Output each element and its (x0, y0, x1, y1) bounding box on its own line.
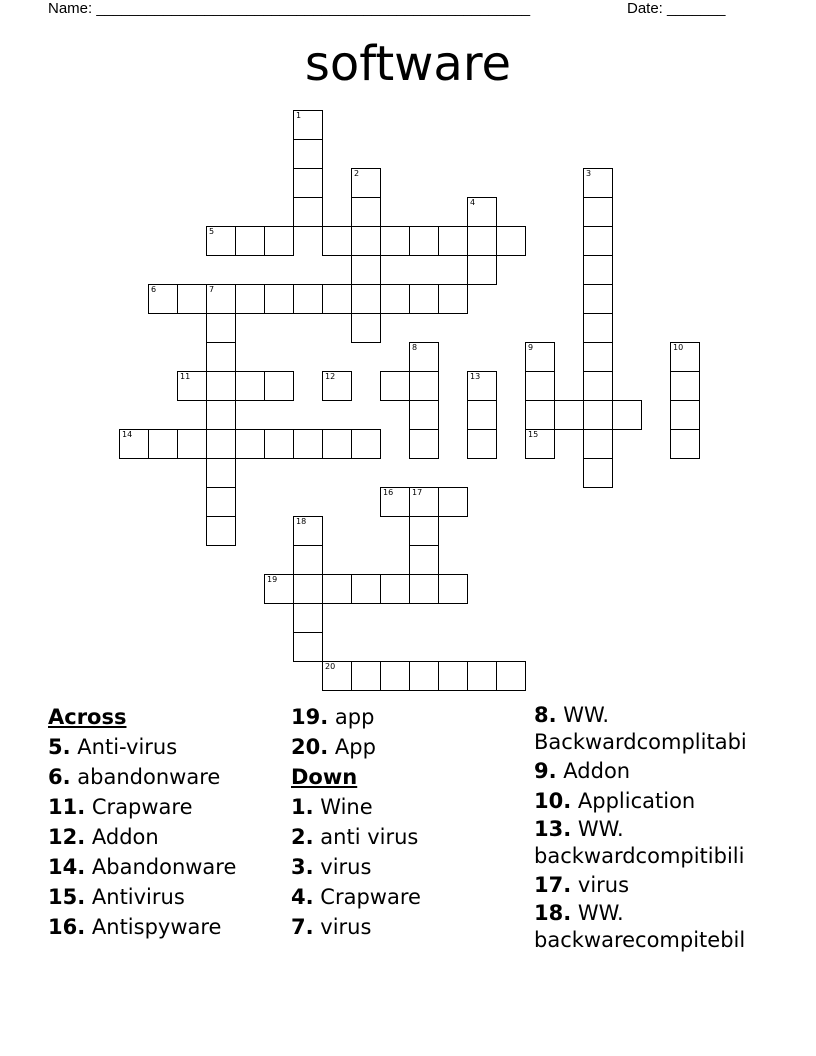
clue-number: 17. (534, 873, 572, 897)
grid-cell[interactable] (119, 429, 149, 459)
grid-cell[interactable] (467, 226, 497, 256)
clues-column-2 (291, 702, 531, 942)
grid-cell[interactable] (293, 603, 323, 633)
clue-number-label: 2 (354, 169, 360, 178)
clue-across-11 (48, 792, 288, 822)
clue-down-2 (291, 822, 531, 852)
clue-text: Antispyware (91, 915, 222, 939)
clue-number-label: 7 (209, 285, 215, 294)
grid-cell[interactable] (380, 574, 410, 604)
grid-cell[interactable] (148, 284, 178, 314)
date-field-label: Date: _______ (627, 0, 726, 17)
grid-cell[interactable] (351, 255, 381, 285)
grid-cell[interactable] (322, 574, 352, 604)
grid-cell[interactable] (351, 197, 381, 227)
grid-cell[interactable] (293, 574, 323, 604)
grid-cell[interactable] (409, 342, 439, 372)
clue-number-label: 12 (325, 372, 336, 381)
across-heading: Across (48, 705, 127, 729)
grid-cell[interactable] (322, 429, 352, 459)
clue-number-label: 18 (296, 517, 307, 526)
grid-cell[interactable] (264, 226, 294, 256)
clue-number: 3. (291, 855, 314, 879)
grid-cell[interactable] (438, 574, 468, 604)
clue-number-label: 17 (412, 488, 423, 497)
grid-cell[interactable] (583, 168, 613, 198)
grid-cell[interactable] (380, 371, 410, 401)
clue-text: virus (320, 915, 372, 939)
grid-cell[interactable] (293, 632, 323, 662)
clue-across-16 (48, 912, 288, 942)
clue-text: Crapware (320, 885, 421, 909)
grid-cell[interactable] (583, 226, 613, 256)
clue-number-label: 11 (180, 372, 191, 381)
clue-number: 13. (534, 817, 572, 841)
grid-cell[interactable] (525, 371, 555, 401)
name-field-label: Name: ____________________________________________________ (48, 0, 531, 17)
clue-text: virus (577, 873, 630, 897)
clue-line: Backwardcomplitabi (534, 730, 747, 754)
grid-cell[interactable] (525, 429, 555, 459)
grid-cell[interactable] (148, 429, 178, 459)
grid-cell[interactable] (293, 110, 323, 140)
clue-text: Antivirus (91, 885, 185, 909)
grid-cell[interactable] (583, 284, 613, 314)
grid-cell[interactable] (380, 284, 410, 314)
grid-cell[interactable] (206, 458, 236, 488)
clue-text: app (334, 705, 375, 729)
grid-cell[interactable] (293, 545, 323, 575)
grid-cell[interactable] (206, 284, 236, 314)
clue-number-label: 5 (209, 227, 215, 236)
grid-cell[interactable] (206, 516, 236, 546)
clue-across-20 (291, 732, 531, 762)
grid-cell[interactable] (409, 574, 439, 604)
grid-cell[interactable] (351, 284, 381, 314)
grid-cell[interactable] (322, 661, 352, 691)
clue-line: backwarecompitebil (534, 928, 746, 952)
clue-number: 1. (291, 795, 314, 819)
clue-across-19 (291, 702, 531, 732)
clue-down-8 (534, 702, 768, 756)
clue-down-4 (291, 882, 531, 912)
grid-cell[interactable] (235, 429, 265, 459)
clue-number-label: 9 (528, 343, 534, 352)
grid-cell[interactable] (583, 371, 613, 401)
grid-cell[interactable] (264, 371, 294, 401)
grid-cell[interactable] (409, 400, 439, 430)
clue-down-18 (534, 900, 768, 954)
clue-text: abandonware (77, 765, 221, 789)
grid-cell[interactable] (293, 284, 323, 314)
clue-number: 5. (48, 735, 71, 759)
grid-cell[interactable] (351, 313, 381, 343)
grid-cell[interactable] (206, 429, 236, 459)
page-title: software (304, 36, 512, 92)
grid-cell[interactable] (177, 429, 207, 459)
clue-number: 10. (534, 789, 572, 813)
clue-number-label: 1 (296, 111, 302, 120)
grid-cell[interactable] (235, 371, 265, 401)
clue-down-10 (534, 786, 768, 816)
clue-across-5 (48, 732, 288, 762)
grid-cell[interactable] (351, 168, 381, 198)
clue-line (534, 900, 768, 927)
grid-cell[interactable] (525, 400, 555, 430)
clue-number-label: 16 (383, 488, 394, 497)
grid-cell[interactable] (293, 168, 323, 198)
clue-across-15 (48, 882, 288, 912)
clue-number: 20. (291, 735, 329, 759)
grid-cell[interactable] (467, 371, 497, 401)
clue-text: Addon (91, 825, 159, 849)
grid-cell[interactable] (322, 226, 352, 256)
clue-number-label: 10 (673, 343, 684, 352)
clue-number-label: 3 (586, 169, 592, 178)
clue-text: Anti-virus (77, 735, 178, 759)
clue-text: App (334, 735, 376, 759)
grid-cell[interactable] (583, 400, 613, 430)
clue-text: Crapware (91, 795, 193, 819)
clue-number: 11. (48, 795, 86, 819)
clue-text: Wine (320, 795, 373, 819)
clue-number: 15. (48, 885, 86, 909)
clue-number: 9. (534, 759, 557, 783)
grid-cell[interactable] (322, 371, 352, 401)
clues-column-3 (534, 702, 768, 954)
grid-cell[interactable] (235, 284, 265, 314)
grid-cell[interactable] (467, 661, 497, 691)
grid-cell[interactable] (293, 139, 323, 169)
grid-cell[interactable] (670, 429, 700, 459)
clue-line (534, 702, 768, 729)
clue-down-7 (291, 912, 531, 942)
grid-cell[interactable] (206, 400, 236, 430)
clue-number-label: 8 (412, 343, 418, 352)
grid-cell[interactable] (380, 226, 410, 256)
grid-cell[interactable] (670, 400, 700, 430)
grid-cell[interactable] (177, 371, 207, 401)
grid-cell[interactable] (554, 400, 584, 430)
clue-down-13 (534, 816, 768, 870)
grid-cell[interactable] (525, 342, 555, 372)
clue-text: WW. (577, 817, 624, 841)
grid-cell[interactable] (467, 255, 497, 285)
grid-cell[interactable] (206, 487, 236, 517)
grid-cell[interactable] (583, 429, 613, 459)
clue-number: 7. (291, 915, 314, 939)
clue-number: 19. (291, 705, 329, 729)
grid-cell[interactable] (438, 284, 468, 314)
clue-line: backwardcompitibili (534, 844, 745, 868)
grid-cell[interactable] (409, 371, 439, 401)
grid-cell[interactable] (467, 400, 497, 430)
grid-cell[interactable] (409, 661, 439, 691)
grid-cell[interactable] (496, 661, 526, 691)
grid-cell[interactable] (409, 226, 439, 256)
grid-cell[interactable] (583, 313, 613, 343)
clue-number: 16. (48, 915, 86, 939)
grid-cell[interactable] (206, 342, 236, 372)
grid-cell[interactable] (206, 313, 236, 343)
grid-cell[interactable] (409, 429, 439, 459)
clue-down-1 (291, 792, 531, 822)
clue-text: WW. (577, 901, 624, 925)
grid-cell[interactable] (293, 516, 323, 546)
clues-column-1 (48, 702, 288, 942)
clue-number: 6. (48, 765, 71, 789)
grid-cell[interactable] (264, 429, 294, 459)
grid-cell[interactable] (583, 255, 613, 285)
clue-line (534, 816, 768, 843)
clue-down-3 (291, 852, 531, 882)
grid-cell[interactable] (235, 226, 265, 256)
clue-text: Application (577, 789, 696, 813)
grid-cell[interactable] (409, 516, 439, 546)
clue-across-14 (48, 852, 288, 882)
grid-cell[interactable] (670, 371, 700, 401)
clue-text: WW. (563, 703, 610, 727)
grid-cell[interactable] (438, 226, 468, 256)
clue-number-label: 15 (528, 430, 539, 439)
grid-cell[interactable] (409, 284, 439, 314)
clue-text: virus (320, 855, 372, 879)
grid-cell[interactable] (322, 284, 352, 314)
grid-cell[interactable] (438, 661, 468, 691)
grid-cell[interactable] (264, 574, 294, 604)
clue-text: Addon (563, 759, 631, 783)
clue-number: 4. (291, 885, 314, 909)
grid-cell[interactable] (206, 226, 236, 256)
clue-number: 2. (291, 825, 314, 849)
grid-cell[interactable] (351, 661, 381, 691)
grid-cell[interactable] (670, 342, 700, 372)
grid-cell[interactable] (293, 429, 323, 459)
grid-cell[interactable] (351, 574, 381, 604)
clue-across-12 (48, 822, 288, 852)
clue-number-label: 6 (151, 285, 157, 294)
grid-cell[interactable] (467, 429, 497, 459)
grid-cell[interactable] (351, 429, 381, 459)
clue-number-label: 13 (470, 372, 481, 381)
clue-down-9 (534, 756, 768, 786)
grid-cell[interactable] (293, 197, 323, 227)
grid-cell[interactable] (438, 487, 468, 517)
clue-text: anti virus (320, 825, 419, 849)
grid-cell[interactable] (496, 226, 526, 256)
grid-cell[interactable] (583, 342, 613, 372)
down-heading: Down (291, 765, 358, 789)
grid-cell[interactable] (612, 400, 642, 430)
clue-number-label: 4 (470, 198, 476, 207)
clue-text: Abandonware (91, 855, 237, 879)
grid-cell[interactable] (409, 487, 439, 517)
clue-number-label: 14 (122, 430, 133, 439)
clue-number: 8. (534, 703, 557, 727)
grid-cell[interactable] (264, 284, 294, 314)
grid-cell[interactable] (380, 487, 410, 517)
grid-cell[interactable] (380, 661, 410, 691)
grid-cell[interactable] (409, 545, 439, 575)
grid-cell[interactable] (351, 226, 381, 256)
clue-number-label: 20 (325, 662, 336, 671)
grid-cell[interactable] (583, 458, 613, 488)
clue-number: 18. (534, 901, 572, 925)
grid-cell[interactable] (177, 284, 207, 314)
clue-number-label: 19 (267, 575, 278, 584)
grid-cell[interactable] (206, 371, 236, 401)
grid-cell[interactable] (467, 197, 497, 227)
clue-down-17 (534, 870, 768, 900)
clue-across-6 (48, 762, 288, 792)
clue-number: 12. (48, 825, 86, 849)
grid-cell[interactable] (583, 197, 613, 227)
clue-number: 14. (48, 855, 86, 879)
